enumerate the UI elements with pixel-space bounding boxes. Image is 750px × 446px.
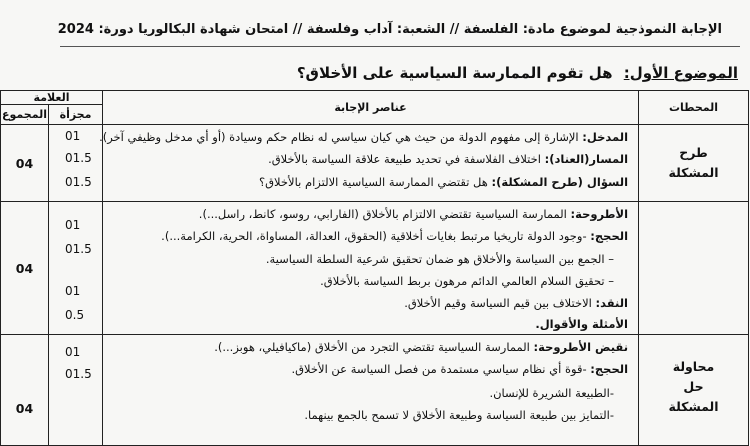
answer-line: الحجج: -وجود الدولة تاريخيا مرتبط بغايات أخلاقية (الحقوق، العدالة، المساواة، الحرية، الكرامة...). (161, 229, 629, 243)
answer-line: -التمايز بين طبيعة السياسة وطبيعة الأخلاق لا تسمح بالجمع بينهما. (304, 408, 615, 422)
partial-grade: 01.5 (65, 242, 92, 256)
row-total: 04 (1, 335, 49, 446)
answer-line: المسار(العناد): اختلاف الفلاسفة في تحديد طبيعة علاقة السياسة بالأخلاق. (268, 152, 629, 166)
answer-line: نقيض الأطروحة: الممارسة السياسية تقتضي التجرد من الأخلاق (ماكيافيلي، هوبز...). (214, 340, 629, 354)
subject-title (297, 64, 738, 82)
partial-grade: 0.5 (65, 308, 85, 322)
answer-line: السؤال (طرح المشكلة): هل تقتضي الممارسة السياسية الالتزام بالأخلاق؟ (259, 175, 629, 189)
grade-header: العلامة (1, 91, 103, 105)
stages-header: المحطات (639, 91, 749, 125)
table-row (1, 202, 749, 335)
partial-grade: 01 (65, 284, 81, 298)
partial-grade: 01 (65, 129, 81, 143)
answer-line: النقد: الاختلاف بين قيم السياسة وقيم الأخلاق. (404, 296, 629, 310)
answer-line: – الجمع بين السياسة والأخلاق هو ضمان تحقيق شرعية السلطة السياسية. (265, 252, 615, 266)
stage-label: محاولة حل المشكلة (639, 335, 749, 446)
elements-header: عناصر الإجابة (103, 91, 639, 125)
header-divider (60, 46, 740, 47)
subject-label: الموضوع الأول: (623, 64, 738, 82)
exam-header: الإجابة النموذجية لموضوع مادة: الفلسفة // الشعبة: آداب وفلسفة // امتحان شهادة البكالوريا دورة: 2024 (57, 22, 722, 37)
stage-label: طرح المشكلة (639, 125, 749, 202)
answer-line: المدخل: الإشارة إلى مفهوم الدولة من حيث هي كيان سياسي له نظام حكم وسيادة (أو أي مدخل وظيفي آخر). (99, 130, 629, 144)
table-row (1, 335, 749, 446)
partial-grade: 01.5 (65, 151, 92, 165)
partial-grade: 01.5 (65, 367, 92, 381)
answer-line: الأمثلة والأقوال. (535, 317, 629, 331)
row-total: 04 (1, 125, 49, 202)
partial-header: مجزأة (49, 105, 103, 125)
subject-question: هل تقوم الممارسة السياسية على الأخلاق؟ (296, 64, 613, 82)
partial-grade: 01.5 (65, 175, 92, 189)
table-row (1, 125, 749, 202)
partial-grade: 01 (65, 345, 81, 359)
answer-table (0, 90, 749, 446)
partial-grade: 01 (65, 218, 81, 232)
total-header: المجموع (1, 105, 49, 125)
answer-line: الحجج: -قوة أي نظام سياسي مستمدة من فصل السياسة عن الأخلاق. (291, 362, 629, 376)
answer-line: الأطروحة: الممارسة السياسية تقتضي الالتزام بالأخلاق (الفارابي، روسو، كانط، راسل...). (198, 207, 629, 221)
answer-line: -الطبيعة الشريرة للإنسان. (489, 386, 615, 400)
answer-line: – تحقيق السلام العالمي الدائم مرهون بربط السياسة بالأخلاق. (320, 274, 615, 288)
row-total: 04 (1, 202, 49, 335)
